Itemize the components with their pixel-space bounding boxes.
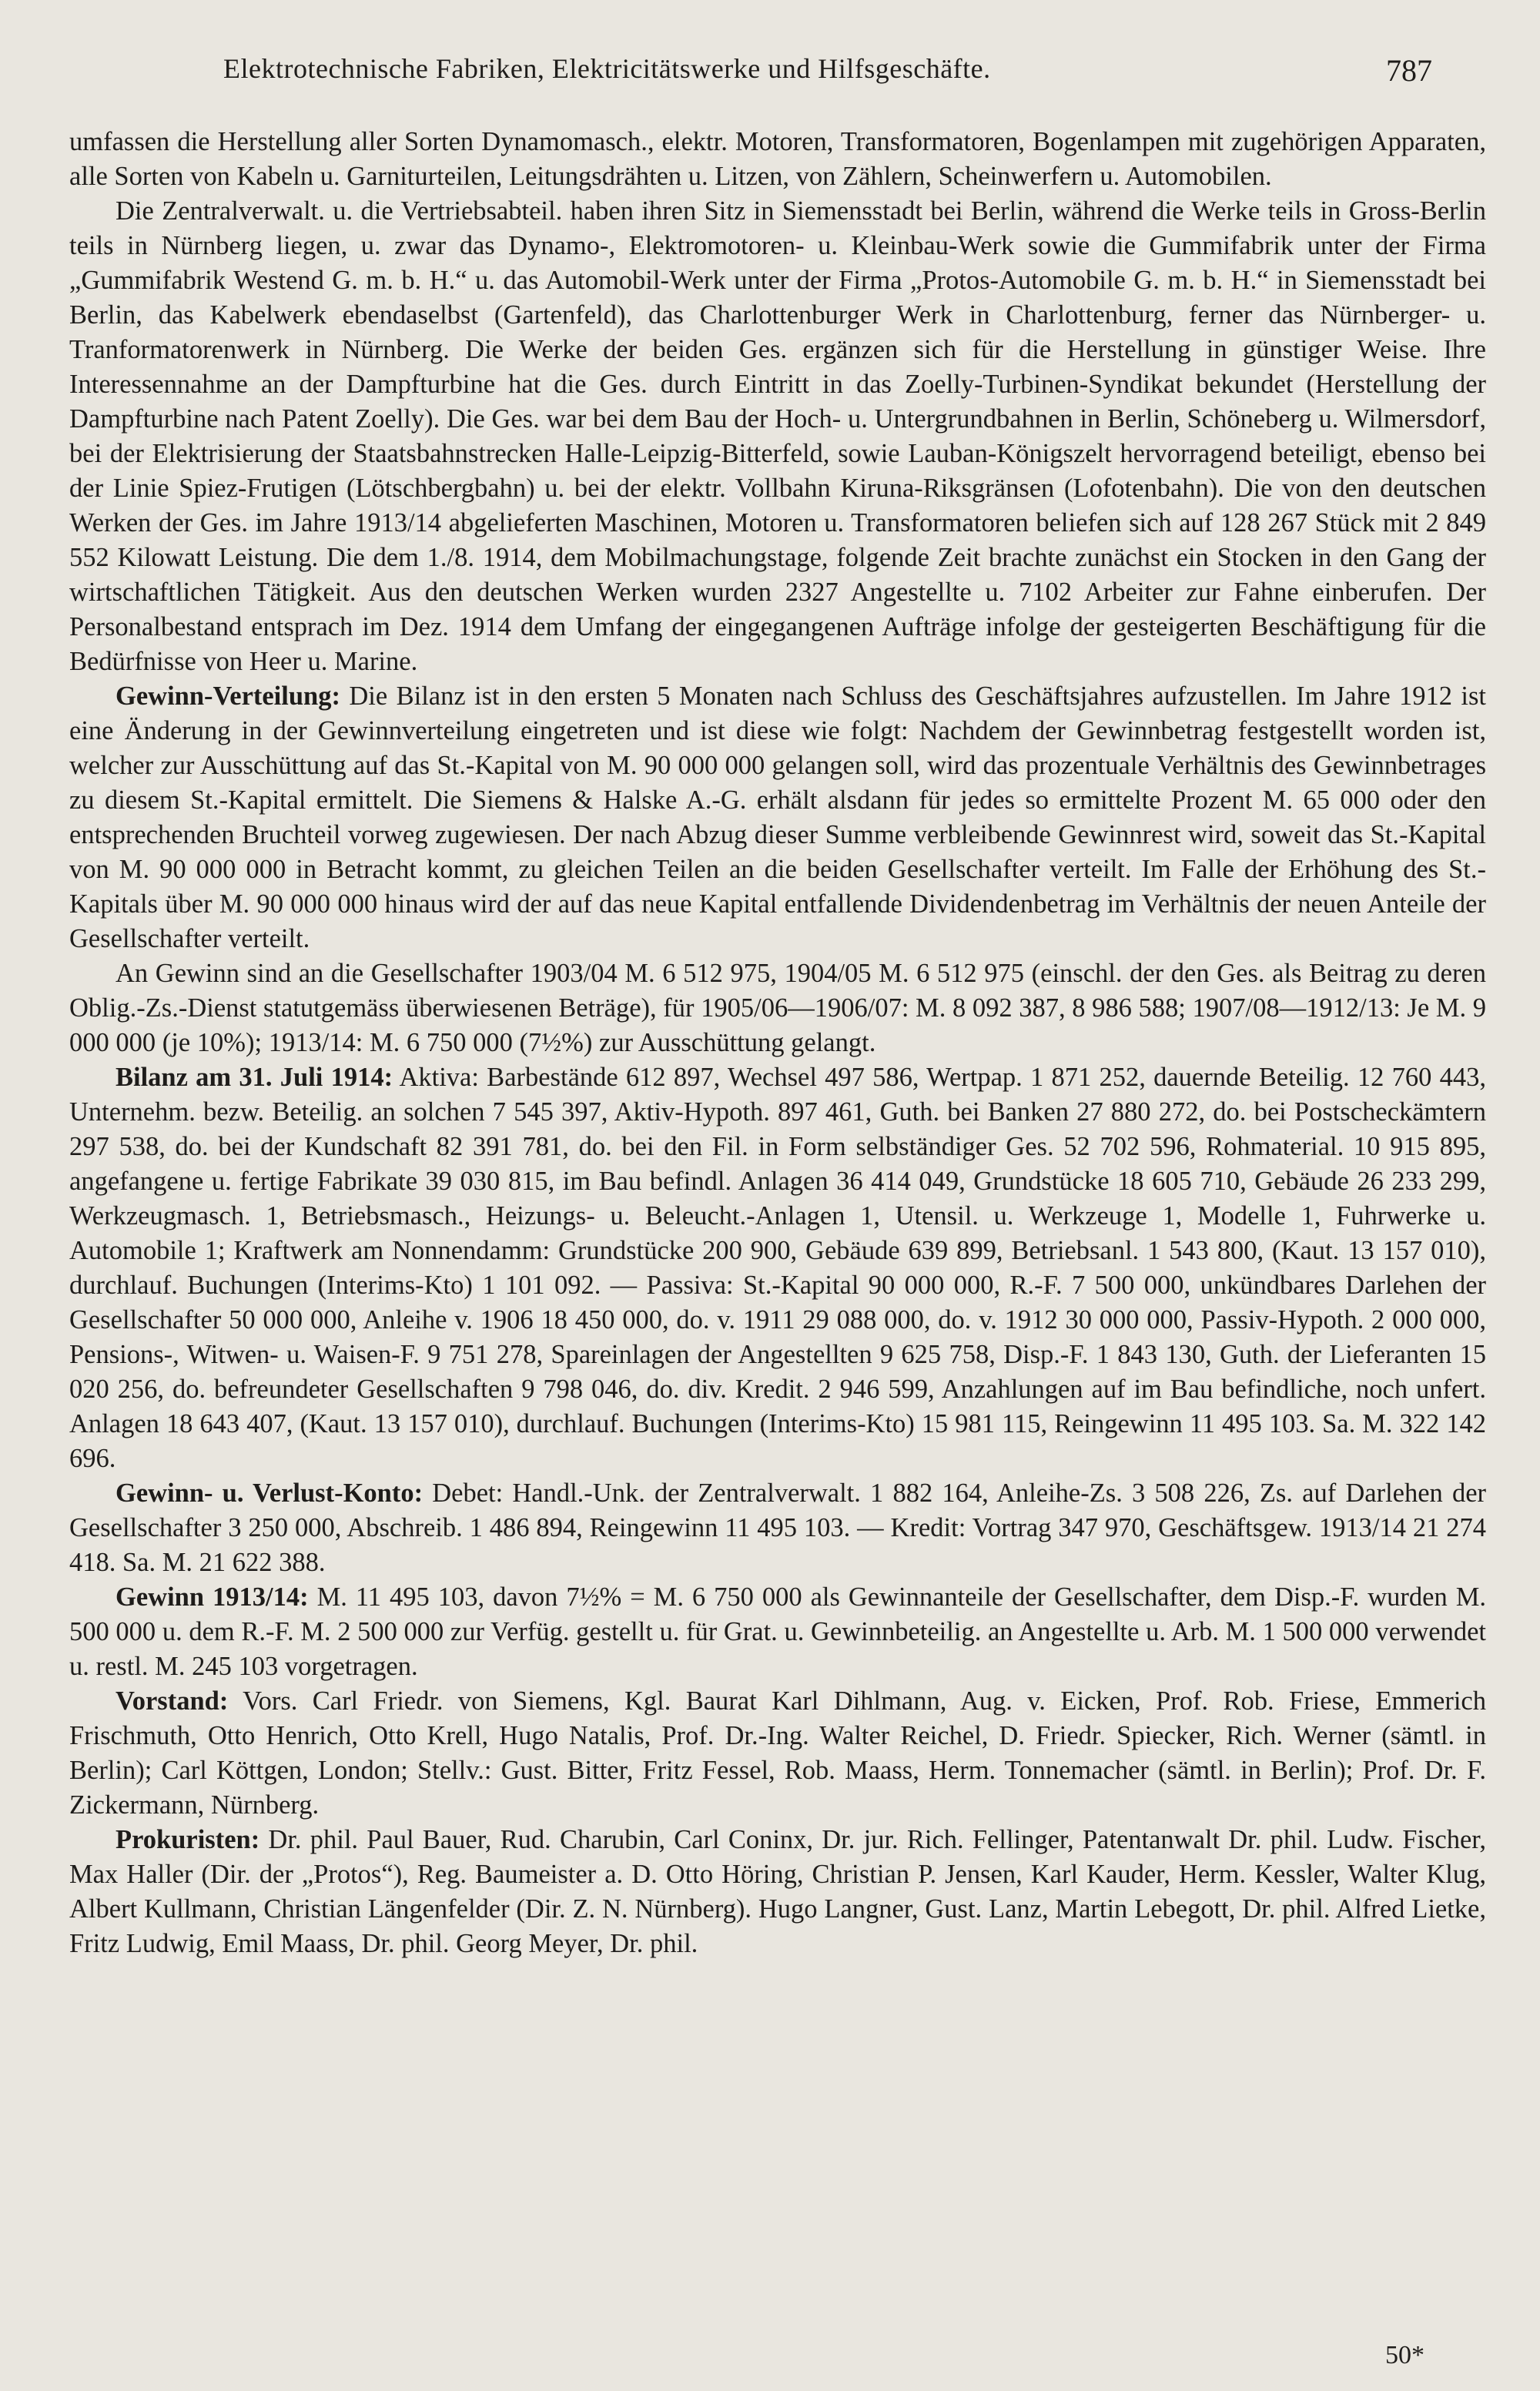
paragraph [69,956,1486,1060]
paragraph [69,1823,1486,1961]
paragraph-lead: Prokuristen: [116,1825,260,1854]
paragraph-lead: Bilanz am 31. Juli 1914: [116,1063,393,1092]
paragraph-lead: Gewinn-Verteilung: [116,681,340,711]
page-number: 787 [1386,53,1432,88]
paragraph-text: Die Zentralverwalt. u. die Vertriebsabteil. haben ihren Sitz in Siemensstadt bei Berlin, während die Werke teils in Gross-Berlin teils in Nürnberg liegen, u. zwar das Dynamo-, Elektromotoren- u. Kleinbau-Werk sowie die Gummifabrik unter der Firma „Gummifabrik Westend G. m. b. H.“ u. das Automobil-Werk unter der Firma „Protos-Automobile G. m. b. H.“ in Siemensstadt bei Berlin, das Kabelwerk ebendaselbst (Gartenfeld), das Charlottenburger Werk in Charlottenburg, ferner das Nürnberger- u. Tranformatorenwerk in Nürnberg. Die Werke der beiden Ges. ergänzen sich für die Herstellung in günstiger Weise. Ihre Interessennahme an der Dampfturbine hat die Ges. durch Eintritt in das Zoelly-Turbinen-Syndikat bekundet (Herstellung der Dampfturbine nach Patent Zoelly). Die Ges. war bei dem Bau der Hoch- u. Untergrundbahnen in Berlin, Schöneberg u. Wilmersdorf, bei der Elektrisierung der Staatsbahnstrecken Halle-Leipzig-Bitterfeld, sowie Lauban-Königszelt hervorragend beteiligt, ebenso bei der Linie Spiez-Frutigen (Lötschbergbahn) u. bei der elektr. Vollbahn Kiruna-Riksgränsen (Lofotenbahn). Die von den deutschen Werken der Ges. im Jahre 1913/14 abgelieferten Maschinen, Motoren u. Transformatoren beliefen sich auf 128 267 Stück mit 2 849 552 Kilowatt Leistung. Die dem 1./8. 1914, dem Mobilmachungstage, folgende Zeit brachte zunächst ein Stocken in den Gang der wirtschaftlichen Tätigkeit. Aus den deutschen Werken wurden 2327 Angestellte u. 7102 Arbeiter zur Fahne einberufen. Der Personalbestand entsprach im Dez. 1914 dem Umfang der eingegangenen Aufträge infolge der gesteigerten Beschäftigung für die Bedürfnisse von Heer u. Marine. [69,196,1486,676]
paragraph-text: M. 11 495 103, davon 7½% = M. 6 750 000 als Gewinnanteile der Gesellschafter, dem Disp.-F. wurden M. 500 000 u. dem R.-F. M. 2 500 000 zur Verfüg. gestellt u. für Grat. u. Gewinnbeteilig. an Angestellte u. Arb. M. 1 500 000 verwendet u. restl. M. 245 103 vorgetragen. [69,1582,1486,1681]
paragraph [69,1476,1486,1580]
paragraph-text: Aktiva: Barbestände 612 897, Wechsel 497 586, Wertpap. 1 871 252, dauernde Beteilig. 12 760 443, Unternehm. bezw. Beteilig. an solchen 7 545 397, Aktiv-Hypoth. 897 461, Guth. bei Banken 27 880 272, do. bei Postscheckämtern 297 538, do. bei der Kundschaft 82 391 781, do. bei den Fil. in Form selbständiger Ges. 52 702 596, Rohmaterial. 10 915 895, angefangene u. fertige Fabrikate 39 030 815, im Bau befindl. Anlagen 36 414 049, Grundstücke 18 605 710, Gebäude 26 233 299, Werkzeugmasch. 1, Betriebsmasch., Heizungs- u. Beleucht.-Anlagen 1, Utensil. u. Werkzeuge 1, Modelle 1, Fuhrwerke u. Automobile 1; Kraftwerk am Nonnendamm: Grundstücke 200 900, Gebäude 639 899, Betriebsanl. 1 543 800, (Kaut. 13 157 010), durchlauf. Buchungen (Interims-Kto) 1 101 092. — Passiva: St.-Kapital 90 000 000, R.-F. 7 500 000, unkündbares Darlehen der Gesellschafter 50 000 000, Anleihe v. 1906 18 450 000, do. v. 1911 29 088 000, do. v. 1912 30 000 000, Passiv-Hypoth. 2 000 000, Pensions-, Witwen- u. Waisen-F. 9 751 278, Spareinlagen der Angestellten 9 625 758, Disp.-F. 1 843 130, Guth. der Lieferanten 15 020 256, do. befreundeter Gesellschaften 9 798 046, do. div. Kredit. 2 946 599, Anzahlungen auf im Bau befindliche, noch unfert. Anlagen 18 643 407, (Kaut. 13 157 010), durchlauf. Buchungen (Interims-Kto) 15 981 115, Reingewinn 11 495 103. Sa. M. 322 142 696. [69,1063,1486,1473]
paragraph-text: umfassen die Herstellung aller Sorten Dynamomasch., elektr. Motoren, Transformatoren, Bogenlampen mit zugehörigen Apparaten, alle Sorten von Kabeln u. Garniturteilen, Leitungsdrähten u. Litzen, von Zählern, Scheinwerfern u. Automobilen. [69,127,1486,191]
paragraph [69,194,1486,679]
paragraph-text: Dr. phil. Paul Bauer, Rud. Charubin, Carl Coninx, Dr. jur. Rich. Fellinger, Patentanwalt Dr. phil. Ludw. Fischer, Max Haller (Dir. der „Protos“), Reg. Baumeister a. D. Otto Höring, Christian P. Jensen, Karl Kauder, Herm. Kessler, Walter Klug, Albert Kullmann, Christian Längenfelder (Dir. Z. N. Nürnberg). Hugo Langner, Gust. Lanz, Martin Lebegott, Dr. phil. Alfred Lietke, Fritz Ludwig, Emil Maass, Dr. phil. Georg Meyer, Dr. phil. [69,1825,1487,1958]
paragraph [69,1580,1486,1684]
paragraph [69,1684,1486,1823]
paragraph-text: An Gewinn sind an die Gesellschafter 1903/04 M. 6 512 975, 1904/05 M. 6 512 975 (einschl. der den Ges. als Beitrag zu deren Oblig.-Zs.-Dienst statutgemäss überwiesenen Beträge), für 1905/06—1906/07: M. 8 092 387, 8 986 588; 1907/08—1912/13: Je M. 9 000 000 (je 10%); 1913/14: M. 6 750 000 (7½%) zur Ausschüttung gelangt. [69,959,1486,1057]
paragraph-lead: Gewinn 1913/14: [116,1582,309,1612]
paragraph-text: Debet: Handl.-Unk. der Zentralverwalt. 1 882 164, Anleihe-Zs. 3 508 226, Zs. auf Darlehen der Gesellschafter 3 250 000, Abschreib. 1 486 894, Reingewinn 11 495 103. — Kredit: Vortrag 347 970, Geschäftsgew. 1913/14 21 274 418. Sa. M. 21 622 388. [69,1478,1487,1577]
paragraph-lead: Gewinn- u. Verlust-Konto: [116,1478,424,1508]
paragraph-text: Die Bilanz ist in den ersten 5 Monaten nach Schluss des Geschäftsjahres aufzustellen. Im Jahre 1912 ist eine Änderung in der Gewinnverteilung eingetreten und ist diese wie folgt: Nachdem der Gewinnbetrag festgestellt worden ist, welcher zur Ausschüttung auf das St.-Kapital von M. 90 000 000 gelangen soll, wird das prozentuale Verhältnis des Gewinnbetrages zu diesem St.-Kapital ermittelt. Die Siemens & Halske A.-G. erhält alsdann für jedes so ermittelte Prozent M. 65 000 oder den entsprechenden Bruchteil vorweg zugewiesen. Der nach Abzug dieser Summe verbleibende Gewinnrest wird, soweit das St.-Kapital von M. 90 000 000 in Betracht kommt, zu gleichen Teilen an die beiden Gesellschafter verteilt. Im Falle der Erhöhung des St.-Kapitals über M. 90 000 000 hinaus wird der auf das neue Kapital entfallende Dividendenbetrag im Verhältnis der neuen Anteile der Gesellschafter verteilt. [69,681,1487,953]
paragraph [69,679,1486,956]
paragraph [69,125,1486,194]
running-header [0,46,1540,100]
header-title: Elektrotechnische Fabriken, Elektricitätswerke und Hilfsgeschäfte. [223,53,991,84]
signature-mark: 50* [1385,2341,1424,2369]
paragraph-text: Vors. Carl Friedr. von Siemens, Kgl. Baurat Karl Dihlmann, Aug. v. Eicken, Prof. Rob. Friese, Emmerich Frischmuth, Otto Henrich, Otto Krell, Hugo Natalis, Prof. Dr.-Ing. Walter Reichel, D. Friedr. Spiecker, Rich. Werner (sämtl. in Berlin); Carl Köttgen, London; Stellv.: Gust. Bitter, Fritz Fessel, Rob. Maass, Herm. Tonnemacher (sämtl. in Berlin); Prof. Dr. F. Zickermann, Nürnberg. [69,1686,1486,1820]
paragraph-lead: Vorstand: [116,1686,229,1716]
paragraph [69,1060,1486,1476]
body-text [69,125,1486,1961]
